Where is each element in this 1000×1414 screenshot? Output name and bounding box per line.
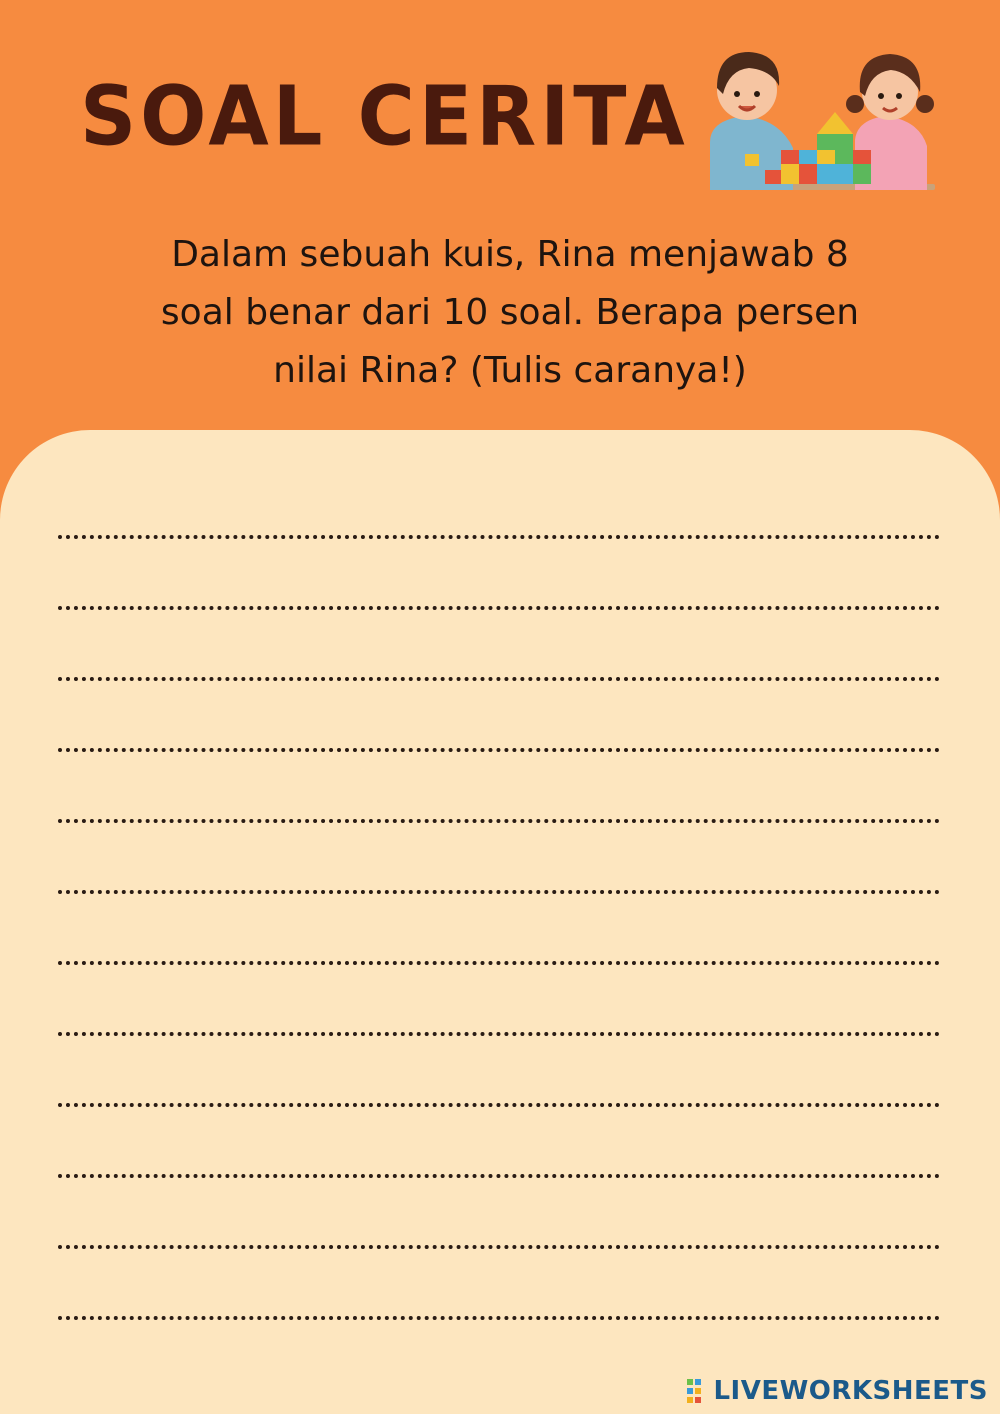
watermark	[687, 1376, 988, 1406]
answer-line[interactable]	[58, 1316, 940, 1320]
answer-area[interactable]	[0, 430, 1000, 1414]
answer-line[interactable]	[58, 606, 940, 610]
liveworksheets-logo-icon	[687, 1379, 709, 1403]
worksheet-title: SOAL CERITA	[80, 69, 689, 165]
answer-line[interactable]	[58, 1103, 940, 1107]
answer-line[interactable]	[58, 819, 940, 823]
children-playing-blocks-icon	[705, 30, 940, 195]
answer-line[interactable]	[58, 1245, 940, 1249]
answer-line[interactable]	[58, 535, 940, 539]
question-text: Dalam sebuah kuis, Rina menjawab 8 soal benar dari 10 soal. Berapa persen nilai Rina? (Tulis caranya!)	[160, 234, 860, 391]
answer-line[interactable]	[58, 677, 940, 681]
watermark-text: LIVEWORKSHEETS	[713, 1376, 988, 1406]
answer-line[interactable]	[58, 961, 940, 965]
answer-line[interactable]	[58, 890, 940, 894]
answer-line[interactable]	[58, 1032, 940, 1036]
answer-line[interactable]	[58, 748, 940, 752]
answer-line[interactable]	[58, 1174, 940, 1178]
